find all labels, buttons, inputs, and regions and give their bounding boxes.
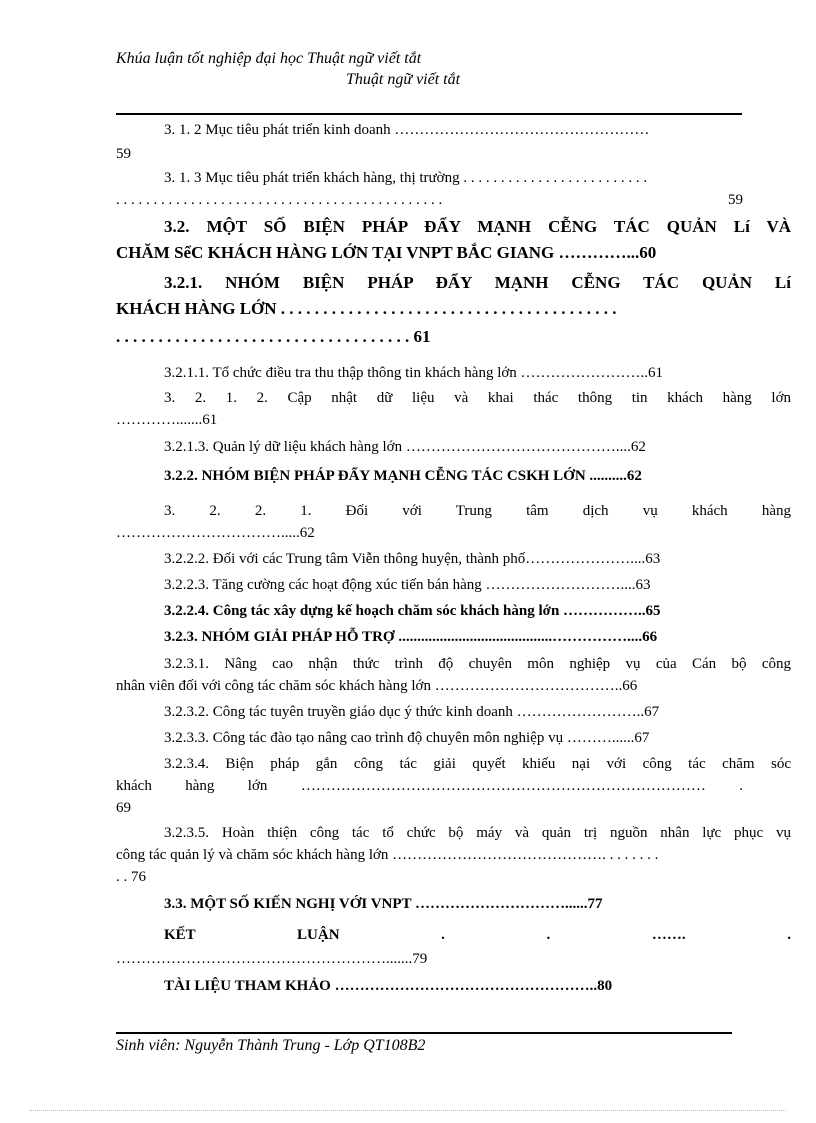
toc-entry: 3.2.3.3. Công tác đào tạo nâng cao trình độ chuyên môn nghiệp vụ ………......67: [164, 730, 650, 746]
toc-page-number: …………………………….....62: [116, 525, 315, 541]
toc-section-heading: 3.2.1. NHÓM BIỆN PHÁP ĐẨY MẠNH CỄNG TÁC QUẢN Lí: [164, 273, 791, 292]
toc-leader-dots: . . . . . . . . . . . . . . . . . . . . . . . . . . . . . . . . . . . . . . . . . . . .: [116, 192, 443, 208]
toc-entry: 3.2.3.1. Nâng cao nhận thức trình độ chuyên môn nghiệp vụ của Cán bộ công: [164, 656, 791, 672]
toc-section-heading: 3.3. MỘT SỐ KIẾN NGHỊ VỚI VNPT …………………………......77: [164, 896, 603, 912]
toc-entry: 3. 1. 2 Mục tiêu phát triển kinh doanh ……………………………………………: [164, 122, 650, 138]
toc-entry: 3. 1. 3 Mục tiêu phát triển khách hàng, thị trường . . . . . . . . . . . . . . . . . . . . . . . . .: [164, 170, 648, 186]
toc-entry: 3.2.3.2. Công tác tuyên truyền giáo dục ý thức kinh doanh ……………………..67: [164, 704, 660, 720]
header-divider: [116, 113, 742, 115]
toc-entry: 3. 2. 1. 2. Cập nhật dữ liệu và khai thác thông tin khách hàng lớn: [164, 390, 791, 406]
toc-entry: 3.2.2.4. Công tác xây dựng kế hoạch chăm sóc khách hàng lớn ……………..65: [164, 603, 661, 619]
toc-entry: 3.2.1.3. Quản lý dữ liệu khách hàng lớn ……………………………………....62: [164, 439, 646, 455]
toc-entry: khách hàng lớn ……………………………………………………………………… .: [116, 778, 743, 794]
toc-entry: 3.2.3.4. Biện pháp gắn công tác giải quyết khiếu nại với công tác chăm sóc: [164, 756, 791, 772]
toc-page-number: 59: [116, 146, 131, 162]
toc-entry: 3.2.1.1. Tổ chức điều tra thu thập thông tin khách hàng lớn ……………………..61: [164, 365, 664, 381]
toc-section-heading: KẾT LUẬN . . ……. .: [164, 927, 791, 943]
footer-student-info: Sinh viên: Nguyễn Thành Trung - Lớp QT108B2: [116, 1037, 426, 1054]
toc-section-heading: KHÁCH HÀNG LỚN . . . . . . . . . . . . . . . . . . . . . . . . . . . . . . . . . . . . . . . .: [116, 299, 617, 318]
toc-page-number: . . 76: [116, 869, 146, 885]
toc-entry: 3.2.2.3. Tăng cường các hoạt động xúc tiến bán hàng ………………………....63: [164, 577, 651, 593]
toc-page-number: 69: [116, 800, 131, 816]
header-title: Khúa luận tốt nghiệp đại học Thuật ngữ viết tắt: [116, 50, 422, 67]
toc-entry: công tác quản lý và chăm sóc khách hàng lớn ……………………………………. . . . . . . .: [116, 847, 659, 863]
toc-page-number: 59: [728, 192, 743, 208]
toc-section-heading: TÀI LIỆU THAM KHẢO ……………………………………………..80: [164, 978, 613, 994]
toc-section-heading: . . . . . . . . . . . . . . . . . . . . . . . . . . . . . . . . . . . 61: [116, 327, 431, 346]
toc-section-heading: CHĂM SểC KHÁCH HÀNG LỚN TẠI VNPT BẮC GIANG …………...60: [116, 243, 657, 262]
toc-section-heading: 3.2. MỘT SỐ BIỆN PHÁP ĐẨY MẠNH CỄNG TÁC QUẢN Lí VÀ: [164, 217, 791, 236]
toc-page-number: ……………………………………………….......79: [116, 951, 428, 967]
page-edge: [30, 1110, 786, 1111]
toc-page-number: ………….......61: [116, 412, 218, 428]
header-subtitle: Thuật ngữ viết tắt: [346, 71, 461, 88]
toc-entry: 3.2.3.5. Hoàn thiện công tác tổ chức bộ máy và quản trị nguồn nhân lực phục vụ: [164, 825, 791, 841]
footer-divider: [116, 1032, 732, 1034]
toc-entry: nhân viên đối với công tác chăm sóc khách hàng lớn ………………………………..66: [116, 678, 638, 694]
toc-subsection-heading: 3.2.2. NHÓM BIỆN PHÁP ĐẨY MẠNH CỄNG TÁC CSKH LỚN ..........62: [164, 468, 642, 484]
toc-entry: 3.2.2.2. Đối với các Trung tâm Viễn thông huyện, thành phố…………………....63: [164, 551, 661, 567]
toc-subsection-heading: 3.2.3. NHÓM GIẢI PHÁP HỖ TRỢ .........................................……………....66: [164, 629, 658, 645]
toc-entry: 3. 2. 2. 1. Đối với Trung tâm dịch vụ khách hàng: [164, 503, 791, 519]
